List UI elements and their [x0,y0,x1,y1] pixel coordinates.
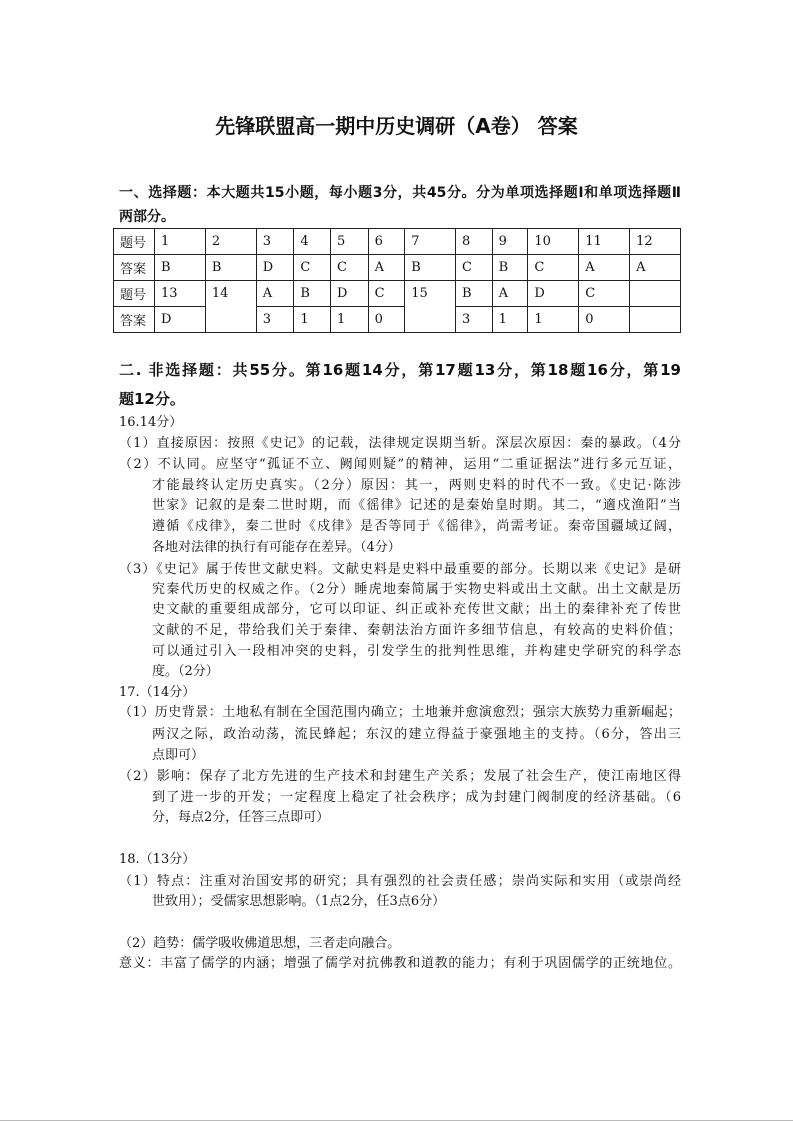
table-cell [630,307,681,333]
table-cell: 3 [456,307,493,333]
table-cell: 9 [492,229,528,255]
table-cell: 12 [630,229,681,255]
table-cell: B [155,255,206,281]
answer-line: 可以通过引入一段相冲突的史料，引发学生的批判性思维，并构建史学研究的科学态 [152,644,681,659]
table-cell: 3 [256,229,294,255]
q18-heading: 18.（13分） [119,852,196,867]
table-cell: 3 [256,307,294,333]
answer-line: 两汉之际，政治动荡，流民蜂起；东汉的建立得益于豪强地主的支持。（6分，答出三 [152,727,681,742]
table-cell: A [368,255,405,281]
table-cell: B [456,281,493,307]
table-cell: B [405,255,456,281]
table-cell: A [256,281,294,307]
table-cell: B [294,281,331,307]
answer-line: 世家》记叙的是秦二世时期，而《徭律》记述的是秦始皇时期。其二，“適戍渔阳”当 [152,498,681,513]
table-cell: B [205,255,256,281]
table-cell: D [330,281,368,307]
table-cell: 15 [405,281,456,333]
table-cell: C [456,255,493,281]
table-cell: 0 [368,307,405,333]
page-edge [0,1120,793,1121]
table-cell: D [155,307,206,333]
answer-line: （2）不认同。应坚守“孤证不立、阙闻则疑”的精神，运用“二重证据法”进行多元互证， [119,457,681,472]
table-cell: 1 [155,229,206,255]
row-label: 题号 [114,281,155,307]
table-cell: D [528,281,579,307]
answer-line: 史文献的重要组成部分，它可以印证、纠正或补充传世文献；出土的秦律补充了传世 [152,602,681,617]
table-cell: 13 [155,281,206,307]
table-cell: C [294,255,331,281]
table-row [114,255,681,281]
answer-line: 文献的不足，带给我们关于秦律、秦朝法治方面许多细节信息，有较高的史料价值； [152,623,681,638]
section1-heading: 一、选择题：本大题共15小题，每小题3分，共45分。分为单项选择题Ⅰ和单项选择题Ⅱ [119,185,681,201]
table-cell: 6 [368,229,405,255]
q17-heading: 17.（14分） [119,685,196,700]
section1-heading-cont: 两部分。 [119,209,175,225]
section2-heading-cont: 题12分。 [119,390,185,408]
table-cell: A [579,255,630,281]
table-cell: A [630,255,681,281]
table-cell: B [492,255,528,281]
answer-line: （1）直接原因：按照《史记》的记载，法律规定误期当斩。深层次原因：秦的暴政。（4分 [119,436,681,451]
page-title: 先锋联盟高一期中历史调研（A卷） 答案 [215,114,578,138]
table-cell: C [528,255,579,281]
q16-heading: 16.14分） [119,415,183,430]
table-cell: C [368,281,405,307]
answer-line: 才能最终认定历史真实。（2分）原因：其一，两则史料的时代不一致。《史记·陈涉 [152,478,681,493]
table-cell: 0 [579,307,630,333]
table-row [114,229,681,255]
answer-line: 各地对法律的执行有可能存在差异。（4分） [152,540,401,555]
table-cell: D [256,255,294,281]
answer-line: 遵循《戍律》，秦二世时《戍律》是否等同于《徭律》，尚需考证。秦帝国疆域辽阔， [152,519,681,534]
answer-line: 意义：丰富了儒学的内涵；增强了儒学对抗佛教和道教的能力；有利于巩固儒学的正统地位。 [119,956,681,971]
table-cell: 2 [205,229,256,255]
table-cell: C [579,281,630,307]
table-cell: 1 [528,307,579,333]
row-label: 题号 [114,229,155,255]
answer-line: 世致用）；受儒家思想影响。（1点2分，任3点6分） [152,894,446,909]
answer-line: （1）特点：注重对治国安邦的研究；具有强烈的社会责任感；崇尚实际和实用（或崇尚经 [119,874,681,889]
answer-line: （3）《史记》属于传世文献史料。文献史料是史料中最重要的部分。长期以来《史记》是研 [119,562,681,577]
answer-table [113,228,681,333]
table-row [114,307,681,333]
answer-line: 点即可） [152,748,205,763]
section2-heading: 二. 非选择题：共55分。第16题14分，第17题13分，第18题16分，第19 [119,361,681,379]
table-cell [630,281,681,307]
answer-line: 度。（2分） [152,664,219,679]
table-cell: 4 [294,229,331,255]
table-cell: 10 [528,229,579,255]
table-cell: 1 [492,307,528,333]
answer-line: （1）历史背景：土地私有制在全国范围内确立；土地兼并愈演愈烈；强宗大族势力重新崛起； [119,705,681,720]
answer-line: 分，每点2分，任答三点即可） [152,810,330,825]
table-cell: C [330,255,368,281]
table-cell: 1 [330,307,368,333]
answer-line: 到了进一步的开发；一定程度上稳定了社会秩序；成为封建门阀制度的经济基础。（6 [152,790,681,805]
answer-line: 究秦代历史的权威之作。（2分）睡虎地秦简属于实物史料或出土文献。出土文献是历 [152,582,681,597]
table-cell: 14 [205,281,256,333]
table-cell: 1 [294,307,331,333]
table-cell: A [492,281,528,307]
table-cell: 7 [405,229,456,255]
table-cell: 11 [579,229,630,255]
table-cell: 5 [330,229,368,255]
answer-line: （2）趋势：儒学吸收佛道思想，三者走向融合。 [119,936,401,951]
row-label: 答案 [114,255,155,281]
answer-line: （2）影响：保存了北方先进的生产技术和封建生产关系；发展了社会生产，使江南地区得 [119,769,681,784]
table-cell: 8 [456,229,493,255]
table-row [114,281,681,307]
row-label: 答案 [114,307,155,333]
